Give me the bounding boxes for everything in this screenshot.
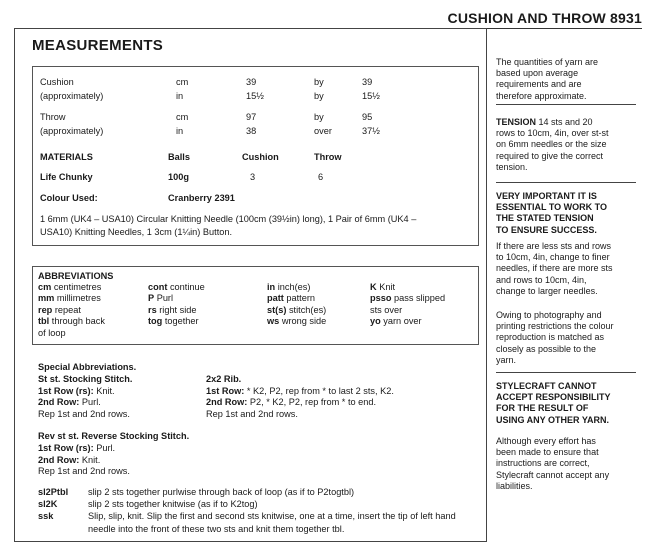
- definition-row: [38, 486, 456, 498]
- abbreviation-meaning: repeat: [52, 304, 81, 315]
- abbreviation-meaning: through back: [49, 316, 105, 327]
- cushion-balls: 3: [250, 172, 256, 182]
- throw-label: Throw: [40, 112, 66, 122]
- abbreviation-entry: [148, 305, 205, 316]
- sidebar-line: ESSENTIAL TO WORK TO: [496, 202, 608, 213]
- abbreviation-entry: [267, 316, 326, 327]
- sidebar-line: THE STATED TENSION: [496, 213, 594, 224]
- sidebar-divider: [496, 182, 636, 183]
- materials-col-cushion: Cushion: [242, 152, 279, 162]
- revstst-title: Rev st st. Reverse Stocking Stitch.: [38, 431, 190, 441]
- sidebar-line: requirements and are: [496, 79, 582, 90]
- abbreviation-meaning: centimetres: [51, 282, 102, 292]
- sidebar-important: [496, 191, 644, 236]
- abbreviation-meaning: millimetres: [54, 293, 101, 304]
- abbreviation-entry: [148, 316, 205, 327]
- sidebar-effort: [496, 436, 644, 492]
- abbreviation-term: tog: [148, 316, 163, 327]
- needles-line-1: 1 6mm (UK4 – USA10) Circular Knitting Needle (100cm (39½in) long), 1 Pair of 6mm (UK4 –: [40, 214, 417, 224]
- abbreviation-entry: [38, 328, 105, 339]
- rib-repeat: Rep 1st and 2nd rows.: [206, 409, 298, 419]
- abbreviation-entry: [38, 293, 105, 304]
- abbreviations-column-3: [267, 282, 326, 328]
- page-title: CUSHION AND THROW 8931: [447, 10, 642, 26]
- tension-label: TENSION: [496, 117, 537, 127]
- abbreviations-column-4: [370, 282, 445, 328]
- sidebar-line: [496, 128, 644, 139]
- abbreviation-entry: [148, 282, 205, 293]
- tension-text: rows to 10cm, 4in, over st-st: [496, 128, 609, 139]
- sidebar-photo: [496, 310, 644, 366]
- sidebar-line: and rows to 10cm, 4in,: [496, 274, 587, 285]
- sidebar-line: to 10cm, 4in, change to finer: [496, 252, 610, 263]
- special-definitions: [38, 486, 456, 535]
- sidebar-line: therefore approximate.: [496, 90, 587, 101]
- abbreviation-term: cont: [148, 282, 168, 292]
- sidebar-tension: [496, 117, 644, 173]
- colour-value: Cranberry 2391: [168, 193, 235, 203]
- throw-height-in: 37½: [362, 126, 380, 136]
- cushion-label: Cushion: [40, 77, 74, 87]
- abbreviation-term: yo: [370, 316, 381, 327]
- sidebar-line: STYLECRAFT CANNOT: [496, 381, 597, 391]
- revstst-row-2-text: Knit.: [79, 455, 101, 465]
- sidebar-line: [496, 151, 644, 162]
- revstst-row-2: [38, 455, 100, 465]
- abbreviations-column-1: [38, 282, 105, 339]
- sidebar-line: printing restrictions the colour: [496, 321, 614, 332]
- sidebar-line: USING ANY OTHER YARN.: [496, 414, 610, 425]
- throw-height-cm: 95: [362, 112, 373, 122]
- cushion-by-2: by: [314, 91, 324, 101]
- abbreviations-column-2: [148, 282, 205, 328]
- throw-width-in: 38: [246, 126, 257, 136]
- revstst-repeat: Rep 1st and 2nd rows.: [38, 466, 130, 476]
- stst-row-1-text: Knit.: [93, 386, 115, 396]
- rib-row-1-text: * K2, P2, rep from * to last 2 sts, K2.: [244, 386, 394, 396]
- abbreviation-term: rep: [38, 304, 53, 315]
- stst-repeat: Rep 1st and 2nd rows.: [38, 409, 130, 419]
- abbreviation-meaning: pass slipped: [391, 293, 446, 304]
- materials-heading: MATERIALS: [40, 152, 93, 162]
- tension-text: required to give the correct: [496, 150, 604, 161]
- abbreviation-term: patt: [267, 293, 284, 304]
- throw-width-cm: 97: [246, 112, 257, 122]
- definition-row: [38, 510, 456, 522]
- tension-text: 14 sts and 20: [536, 117, 593, 127]
- abbreviation-entry: [38, 305, 105, 316]
- abbreviation-meaning: continue: [167, 282, 205, 292]
- sidebar-line: liabilities.: [496, 480, 533, 491]
- sidebar-line: Although every effort has: [496, 436, 596, 446]
- definition-term: sl2Ptbl: [38, 487, 69, 497]
- stst-row-2-label: 2nd Row:: [38, 397, 80, 407]
- abbreviation-meaning: stitch(es): [286, 304, 327, 315]
- definition-row: [38, 523, 456, 535]
- rib-row-1-label: 1st Row:: [206, 386, 245, 396]
- revstst-row-1-text: Purl.: [93, 443, 116, 453]
- abbreviation-meaning: Purl: [154, 293, 174, 304]
- abbreviation-term: rs: [148, 304, 157, 315]
- throw-by-1: by: [314, 112, 324, 122]
- rib-row-2-label: 2nd Row:: [206, 397, 248, 407]
- sidebar-line: instructions are correct,: [496, 458, 590, 469]
- stst-title: St st. Stocking Stitch.: [38, 374, 133, 384]
- revstst-row-1-label: 1st Row (rs):: [38, 443, 94, 453]
- sidebar-quantities: [496, 57, 644, 102]
- tension-text: tension.: [496, 161, 528, 172]
- measurements-title: MEASUREMENTS: [32, 37, 164, 54]
- cushion-by-1: by: [314, 77, 324, 87]
- throw-balls: 6: [318, 172, 324, 182]
- definition-text: slip 2 sts together purlwise through back of loop (as if to P2togtbl): [88, 487, 355, 497]
- abbreviation-meaning: of loop: [38, 327, 66, 338]
- colour-label: Colour Used:: [40, 193, 98, 203]
- rib-row-2-text: P2, * K2, P2, rep from * to end.: [247, 397, 377, 407]
- definition-text: needle into the front of these two sts and knit them together tbl.: [88, 523, 345, 534]
- sidebar-line: needles, if there are more sts: [496, 263, 613, 274]
- sidebar-line: ACCEPT RESPONSIBILITY: [496, 392, 611, 403]
- abbreviation-term: psso: [370, 293, 392, 304]
- sidebar-line: [496, 117, 644, 128]
- yarn-name: Life Chunky: [40, 172, 93, 182]
- rib-row-2: [206, 397, 376, 407]
- throw-unit-in: in: [176, 126, 184, 136]
- abbreviation-term: mm: [38, 293, 55, 304]
- sidebar-responsibility: [496, 381, 644, 426]
- sidebar-line: reproduction is matched as: [496, 332, 605, 343]
- materials-col-balls: Balls: [168, 152, 190, 162]
- cushion-approx: (approximately): [40, 91, 104, 101]
- abbreviation-entry: [267, 305, 326, 316]
- throw-by-2: over: [314, 126, 332, 136]
- sidebar-line: Stylecraft cannot accept any: [496, 469, 610, 480]
- revstst-row-2-label: 2nd Row:: [38, 455, 80, 465]
- tension-text: on 6mm needles or the size: [496, 139, 607, 150]
- sidebar-line: TO ENSURE SUCCESS.: [496, 224, 597, 235]
- abbreviation-term: K: [370, 282, 377, 292]
- cushion-height-in: 15½: [362, 91, 380, 101]
- cushion-width-cm: 39: [246, 77, 257, 87]
- abbreviation-term: st(s): [267, 304, 287, 315]
- abbreviation-meaning: pattern: [283, 293, 315, 304]
- abbreviation-entry: [370, 293, 445, 304]
- definition-term: sl2K: [38, 499, 58, 510]
- abbreviation-entry: [370, 305, 445, 316]
- revstst-row-1: [38, 443, 115, 453]
- throw-approx: (approximately): [40, 126, 104, 136]
- sidebar-line: [496, 162, 644, 173]
- cushion-unit-in: in: [176, 91, 184, 101]
- abbreviation-entry: [267, 282, 326, 293]
- definition-term: ssk: [38, 511, 54, 522]
- cushion-unit-cm: cm: [176, 77, 189, 87]
- abbreviation-meaning: sts over: [370, 304, 403, 315]
- abbreviation-entry: [148, 293, 205, 304]
- stst-row-2-text: Purl.: [79, 397, 101, 407]
- definition-text: slip 2 sts together knitwise (as if to K2tog): [88, 499, 258, 510]
- stst-row-2: [38, 397, 101, 407]
- stst-row-1: [38, 386, 115, 396]
- abbreviation-entry: [267, 293, 326, 304]
- sidebar-line: If there are less sts and rows: [496, 241, 612, 251]
- abbreviation-entry: [38, 316, 105, 327]
- sidebar-line: change to larger needles.: [496, 285, 598, 296]
- sidebar-line: VERY IMPORTANT IT IS: [496, 191, 597, 201]
- needles-line-2: USA10) Knitting Needles, 1 3cm (1¼in) Button.: [40, 227, 233, 237]
- abbreviation-meaning: yarn over: [380, 316, 422, 327]
- abbreviation-term: cm: [38, 282, 52, 292]
- abbreviation-term: tbl: [38, 316, 50, 327]
- sidebar-line: Owing to photography and: [496, 310, 602, 320]
- definition-row: [38, 498, 456, 510]
- sidebar-line: been made to ensure that: [496, 447, 599, 458]
- abbreviation-entry: [38, 282, 105, 293]
- cushion-height-cm: 39: [362, 77, 373, 87]
- cushion-width-in: 15½: [246, 91, 264, 101]
- abbreviation-term: in: [267, 282, 276, 292]
- sidebar-line: yarn.: [496, 354, 517, 365]
- abbreviations-title: ABBREVIATIONS: [38, 271, 114, 281]
- abbreviation-term: P: [148, 293, 155, 304]
- abbreviation-meaning: wrong side: [279, 316, 327, 327]
- abbreviation-term: ws: [267, 316, 280, 327]
- sidebar-line: The quantities of yarn are: [496, 57, 599, 67]
- materials-col-throw: Throw: [314, 152, 342, 162]
- abbreviation-meaning: Knit: [376, 282, 396, 292]
- yarn-weight: 100g: [168, 172, 189, 182]
- sidebar-line: based upon average: [496, 68, 579, 79]
- sidebar-divider: [496, 104, 636, 105]
- rib-row-1: [206, 386, 394, 396]
- sidebar-divider: [496, 372, 636, 373]
- rib-title: 2x2 Rib.: [206, 374, 242, 384]
- abbreviation-meaning: right side: [156, 304, 197, 315]
- stst-row-1-label: 1st Row (rs):: [38, 386, 94, 396]
- throw-unit-cm: cm: [176, 112, 189, 122]
- special-title: Special Abbreviations.: [38, 362, 137, 372]
- abbreviation-entry: [370, 282, 445, 293]
- abbreviation-entry: [370, 316, 445, 327]
- sidebar-line: closely as possible to the: [496, 343, 597, 354]
- sidebar-line: [496, 139, 644, 150]
- sidebar-line: FOR THE RESULT OF: [496, 403, 589, 414]
- definition-text: Slip, slip, knit. Slip the first and second sts knitwise, one at a time, insert the tip of left hand: [88, 511, 456, 522]
- sidebar-adjust: [496, 241, 644, 297]
- abbreviation-meaning: together: [162, 316, 199, 327]
- abbreviation-meaning: inch(es): [275, 282, 311, 292]
